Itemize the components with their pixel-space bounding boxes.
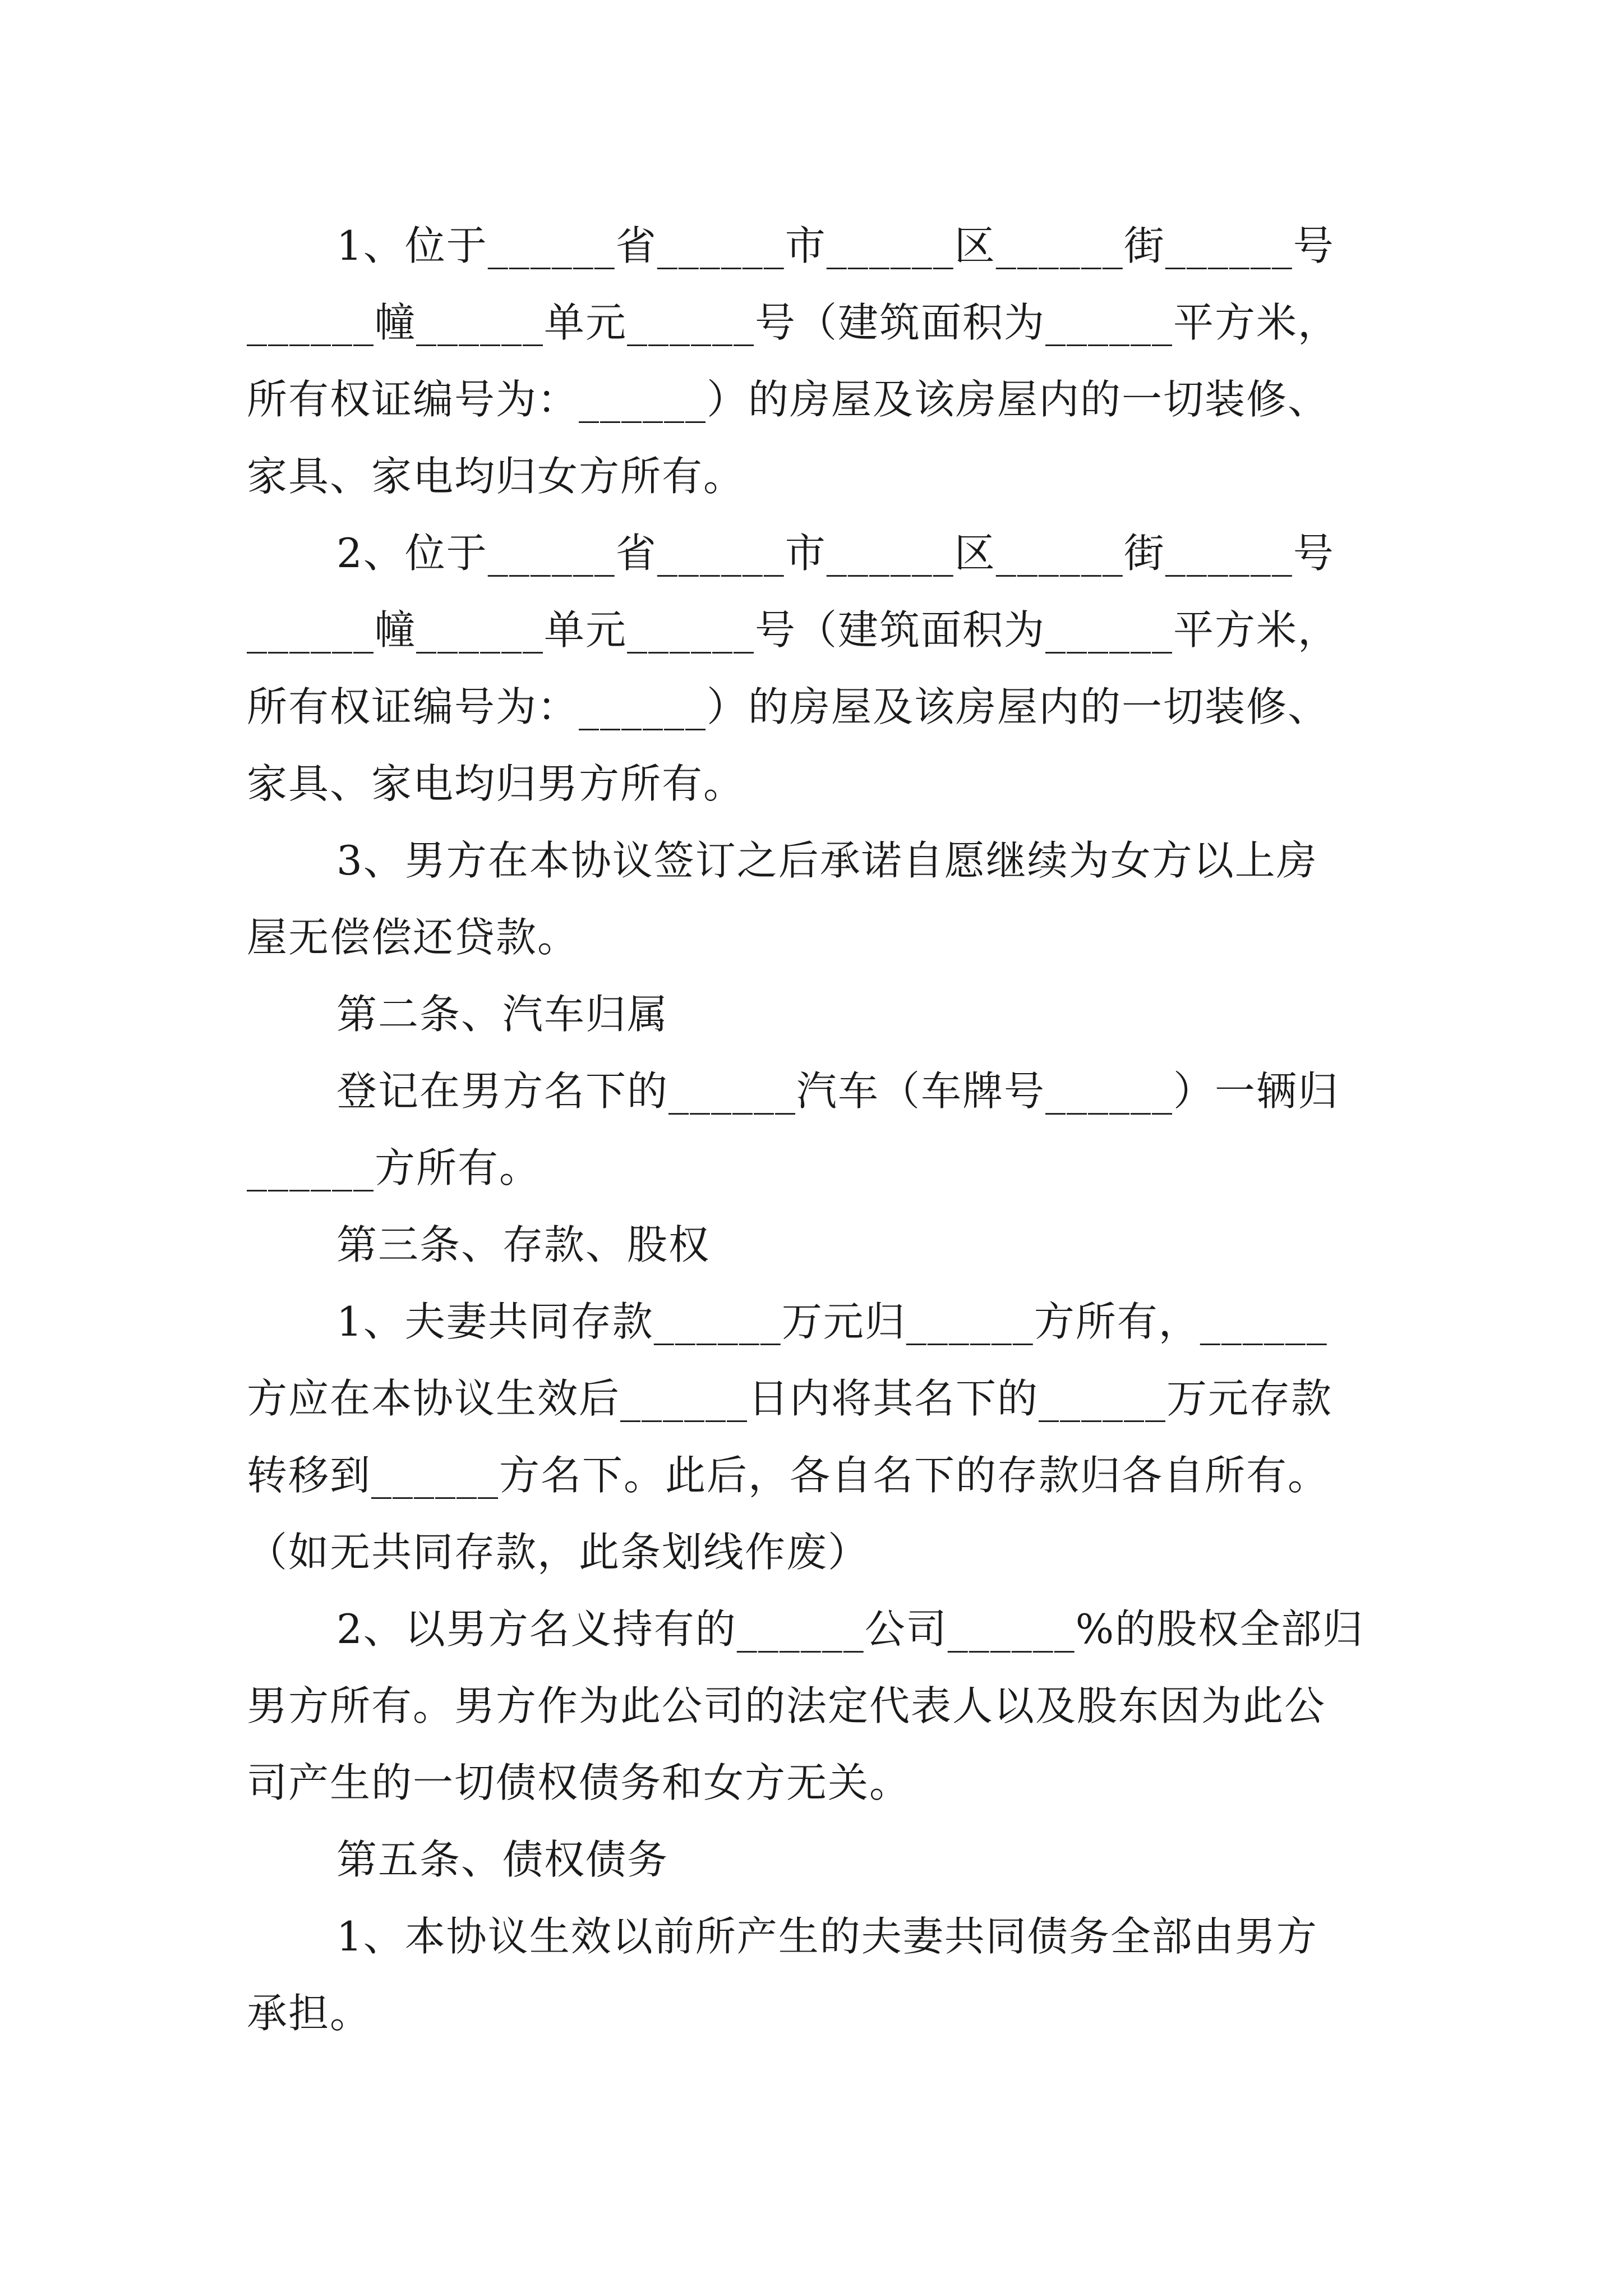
text-line: 2、以男方名义持有的______公司______%的股权全部归: [336, 1605, 1364, 1653]
section-heading: 第二条、汽车归属: [336, 991, 669, 1038]
text-line: 司产生的一切债权债务和女方无关。: [247, 1759, 911, 1806]
text-line: 家具、家电均归男方所有。: [247, 760, 745, 807]
section-heading: 第五条、债权债务: [336, 1836, 669, 1883]
text-line: 所有权证编号为：______）的房屋及该房屋内的一切装修、: [247, 683, 1330, 730]
text-line: 2、位于______省______市______区______街______号: [336, 530, 1335, 577]
text-line: 屋无偿偿还贷款。: [247, 914, 579, 961]
document-body: [247, 208, 1391, 2052]
text-line: 1、夫妻共同存款______万元归______方所有，______: [336, 1298, 1328, 1345]
text-line: 所有权证编号为：______）的房屋及该房屋内的一切装修、: [247, 376, 1330, 423]
text-line: 男方所有。男方作为此公司的法定代表人以及股东因为此公: [247, 1682, 1326, 1729]
text-line: 承担。: [247, 1990, 372, 2037]
text-line: ______方所有。: [247, 1144, 541, 1191]
text-line: 3、男方在本协议签订之后承诺自愿继续为女方以上房: [336, 837, 1318, 884]
text-line: ______幢______单元______号（建筑面积为______平方米，: [247, 299, 1340, 346]
text-line: 登记在男方名下的______汽车（车牌号______）一辆归: [336, 1068, 1340, 1115]
text-line: 转移到______方名下。此后，各自名下的存款归各自所有。: [247, 1452, 1330, 1499]
text-line: 1、本协议生效以前所产生的夫妻共同债务全部由男方: [336, 1913, 1318, 1960]
section-heading: 第三条、存款、股权: [336, 1221, 711, 1268]
text-line: 1、位于______省______市______区______街______号: [336, 222, 1335, 269]
text-line: ______幢______单元______号（建筑面积为______平方米，: [247, 606, 1340, 654]
text-line: 家具、家电均归女方所有。: [247, 453, 745, 500]
text-line: 方应在本协议生效后______日内将其名下的______万元存款: [247, 1375, 1333, 1422]
text-line: （如无共同存款，此条划线作废）: [247, 1529, 870, 1576]
